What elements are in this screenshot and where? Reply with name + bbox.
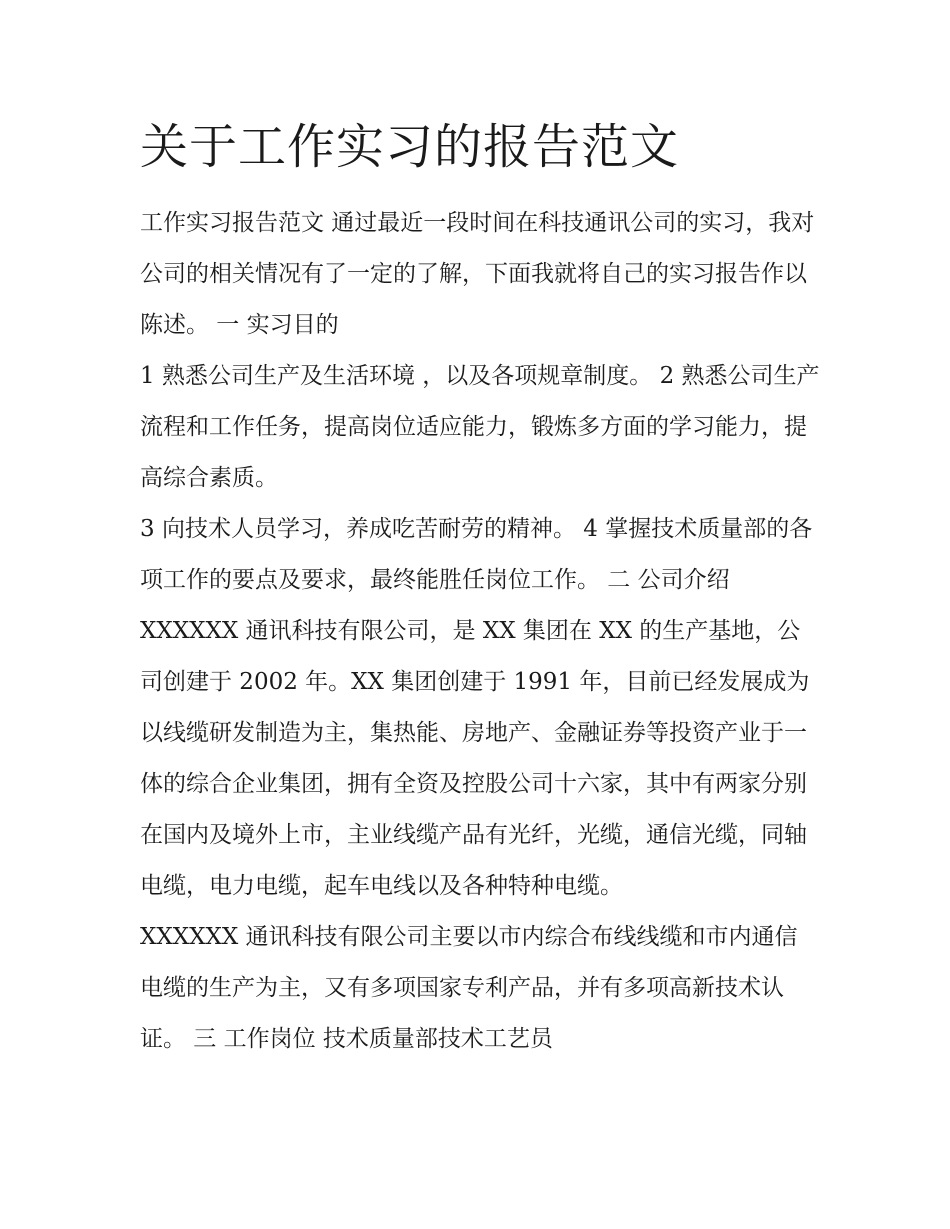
- paragraph-company-products: XXXXXX 通讯科技有限公司主要以市内综合布线线缆和市内通信电缆的生产为主，又有多项国家专利产品，并有多项高新技术认证。 三 工作岗位 技术质量部技术工艺员: [140, 924, 798, 1052]
- paragraph-company-intro: XXXXXX 通讯科技有限公司，是 XX 集团在 XX 的生产基地，公司创建于 2002 年。XX 集团创建于 1991 年，目前已经发展成为以线缆研发制造为主，集热能、房地产、金融证券等投资产业于一体的综合企业集团，拥有全资及控股公司十六家，其中有两家分别在国内及境外上市，主业线缆产品有光纤，光缆，通信光缆，同轴电缆，电力电缆，起车电线以及各种特种电缆。: [140, 618, 810, 899]
- document-title: 关于工作实习的报告范文: [140, 119, 680, 175]
- document-body: [140, 198, 820, 1065]
- paragraph-goals-3-4: 3 向技术人员学习，养成吃苦耐劳的精神。 4 掌握技术质量部的各项工作的要点及要求，最终能胜任岗位工作。 二 公司介绍: [140, 516, 813, 593]
- paragraph-goals-1-2: 1 熟悉公司生产及生活环境 ，以及各项规章制度。 2 熟悉公司生产流程和工作任务，提高岗位适应能力，锻炼多方面的学习能力，提高综合素质。: [140, 363, 820, 491]
- paragraph-intro: 工作实习报告范文 通过最近一段时间在科技通讯公司的实习，我对公司的相关情况有了一定的了解，下面我就将自己的实习报告作以陈述。 一 实习目的: [140, 210, 815, 338]
